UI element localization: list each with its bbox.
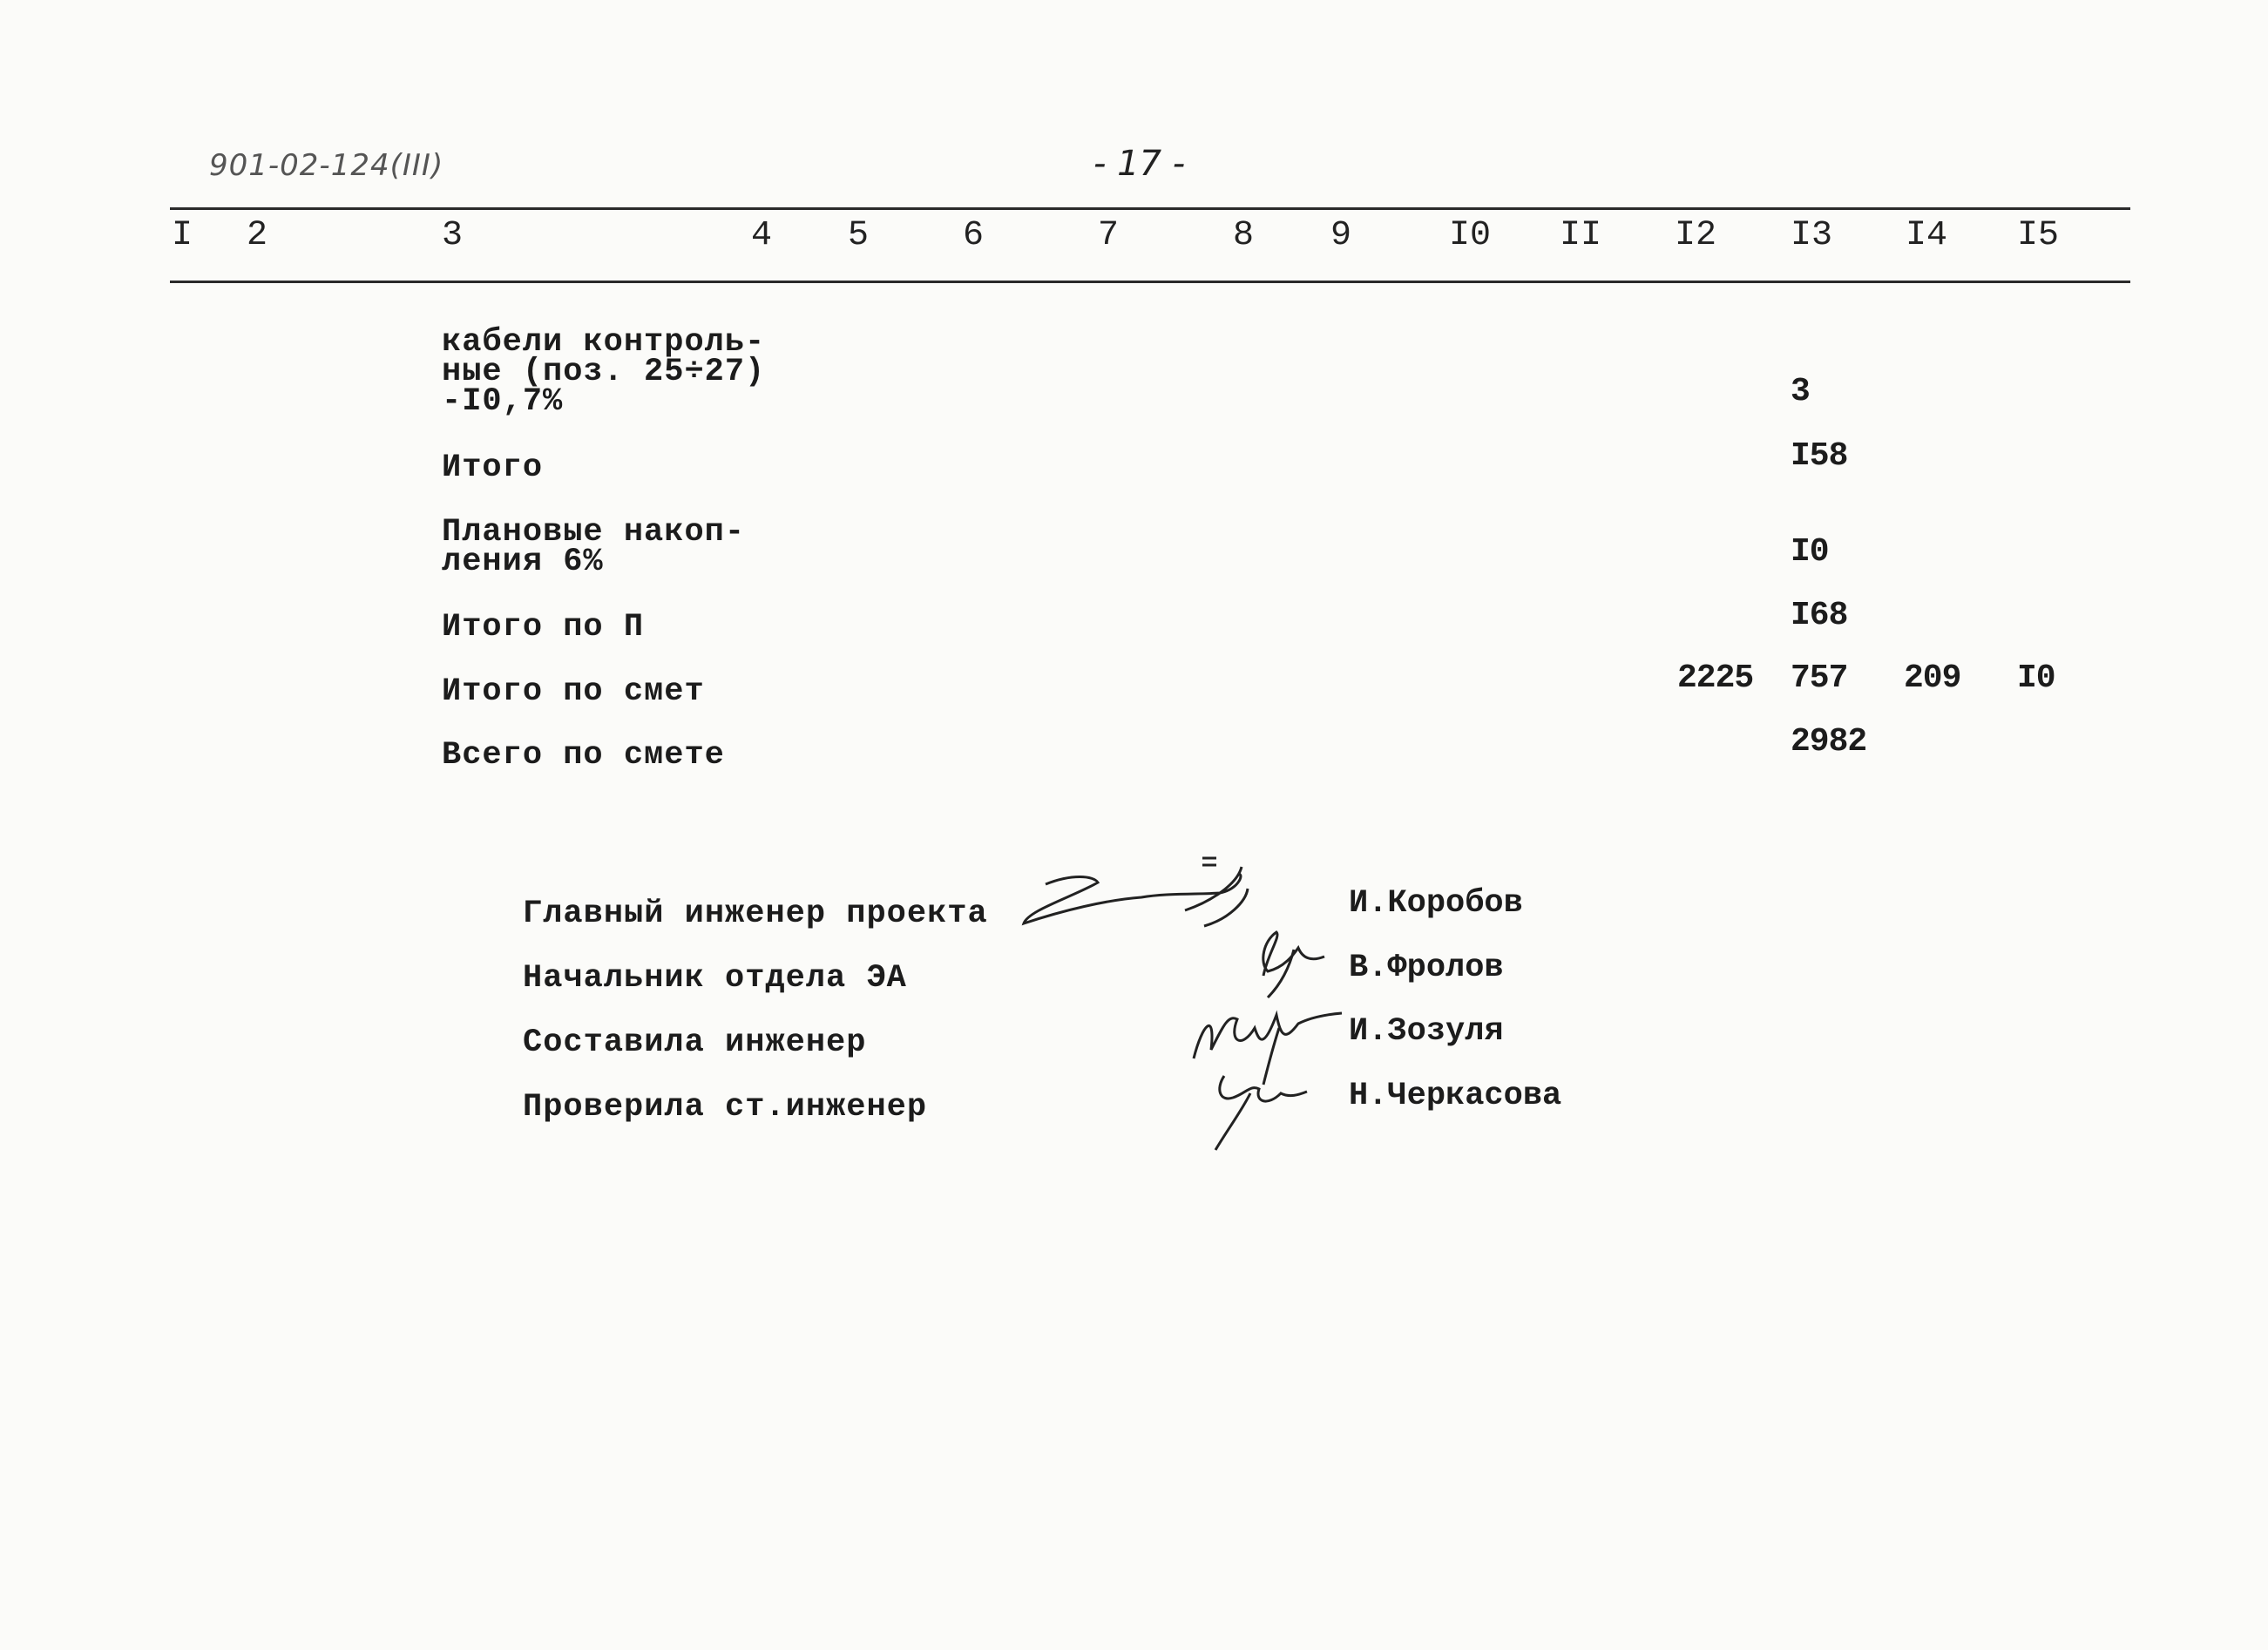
page-number: - 17 - <box>1093 144 1186 184</box>
column-number: I0 <box>1449 216 1492 255</box>
cell-col14: 209 <box>1904 659 1961 697</box>
row-label <box>442 609 645 646</box>
row-label-line: кабели контроль- <box>442 324 766 361</box>
column-number: 9 <box>1330 216 1352 255</box>
cell-col12: 2225 <box>1677 659 1754 697</box>
signatory-name: В.Фролов <box>1349 950 1504 986</box>
row-label-line: Итого по П <box>442 609 645 646</box>
column-number: 8 <box>1233 216 1255 255</box>
cell-col13: 2982 <box>1791 723 1867 761</box>
column-number: 7 <box>1098 216 1120 255</box>
column-number: 6 <box>963 216 985 255</box>
signatory-role: Составила инженер <box>523 1024 867 1061</box>
row-label-line: ления 6% <box>442 544 604 580</box>
row-label <box>442 737 725 774</box>
column-number: II <box>1560 216 1602 255</box>
cell-col13: 3 <box>1791 373 1810 410</box>
row-label-line: -I0,7% <box>442 383 564 420</box>
signatory-role: Главный инженер проекта <box>523 896 988 932</box>
table-header-top-rule <box>170 207 2130 210</box>
signature-cherkasova <box>1198 1058 1329 1154</box>
signatory-name: И.Зозуля <box>1349 1013 1504 1050</box>
column-number: 3 <box>442 216 464 255</box>
signatory-name: Н.Черкасова <box>1349 1078 1562 1114</box>
row-label <box>442 514 746 580</box>
row-label-line: ные (поз. 25÷27) <box>442 354 766 390</box>
column-number: I3 <box>1791 216 1833 255</box>
row-label-line: Плановые накоп- <box>442 514 746 551</box>
cell-col13: I0 <box>1791 533 1829 571</box>
row-label <box>442 450 544 486</box>
cell-col15: I0 <box>2017 659 2055 697</box>
row-label-line: Итого по смет <box>442 673 705 710</box>
row-label-line: Итого <box>442 450 544 486</box>
row-label-line: Всего по смете <box>442 737 725 774</box>
row-label <box>442 673 705 710</box>
signatory-role: Проверила ст.инженер <box>523 1089 928 1126</box>
table-header-bottom-rule <box>170 281 2130 283</box>
signatory-name: И.Коробов <box>1349 885 1523 922</box>
column-number: I4 <box>1906 216 1948 255</box>
cell-col13: I58 <box>1791 437 1848 475</box>
row-label <box>442 324 766 420</box>
signatory-role: Начальник отдела ЭА <box>523 960 907 997</box>
column-number: 4 <box>751 216 773 255</box>
column-number: I2 <box>1675 216 1717 255</box>
column-number: 2 <box>247 216 268 255</box>
column-number: I <box>172 216 193 255</box>
document-code: 901-02-124(III) <box>209 148 444 183</box>
column-number: I5 <box>2017 216 2060 255</box>
cell-col13: I68 <box>1791 597 1848 634</box>
cell-col13: 757 <box>1791 659 1848 697</box>
column-number: 5 <box>848 216 870 255</box>
